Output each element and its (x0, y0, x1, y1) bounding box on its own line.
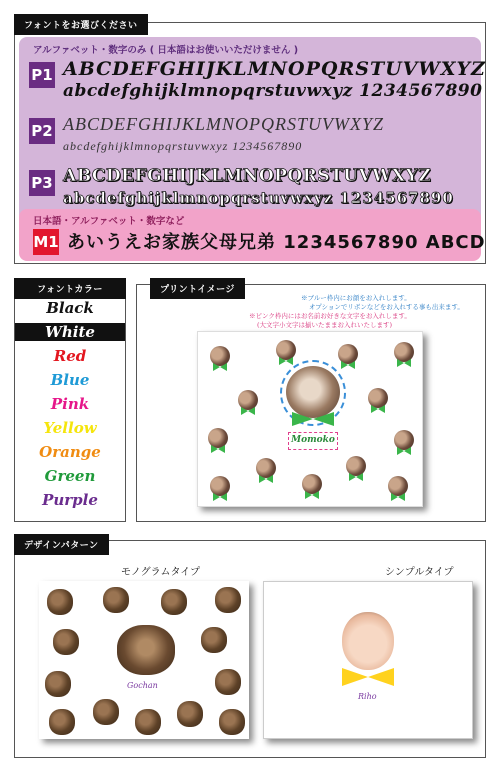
font-badge-p3: P3 (29, 170, 55, 196)
dog-face-image (45, 671, 71, 697)
note-pink-2: (大文字小文字は揃いたままお入れいたします) (257, 321, 393, 329)
font-color-pink[interactable]: Pink (50, 395, 90, 413)
simple-sample-name: Riho (358, 692, 377, 701)
simple-type-label: シンプルタイプ (385, 567, 454, 578)
dog-face-image (49, 709, 75, 735)
dog-face-image (201, 627, 227, 653)
dog-face-image (215, 587, 241, 613)
font-sample-lower: abcdefghijklmnopqrstuvwxyz 1234567890 (63, 139, 303, 153)
cat-face-image (208, 428, 228, 448)
cat-face-image (394, 430, 414, 450)
font-section-tab: フォントをお選びください (14, 14, 148, 35)
note-blue-2: オプションでリボンなどをお入れする事も出来ます。 (309, 303, 464, 311)
font-selection-panel (14, 22, 486, 264)
cat-face-image (210, 346, 230, 366)
font-sample-upper: ABCDEFGHIJKLMNOPQRSTUVWXYZ (63, 114, 384, 134)
dog-face-image (161, 589, 187, 615)
cat-face-image (302, 474, 322, 494)
japanese-fonts-header: 日本語・アルファベット・数字など (33, 216, 185, 227)
cat-face-image (338, 344, 358, 364)
cat-face-image (210, 476, 230, 496)
cat-face-image (346, 456, 366, 476)
baby-face-image (342, 612, 394, 670)
dog-face-image (135, 709, 161, 735)
cat-face-image (238, 390, 258, 410)
design-pattern-tab: デザインパターン (14, 534, 109, 555)
cat-face-image (256, 458, 276, 478)
dog-face-image (103, 587, 129, 613)
japanese-fonts-box (19, 209, 486, 261)
cat-face-image (394, 342, 414, 362)
font-color-orange[interactable]: Orange (39, 443, 101, 461)
font-color-tab: フォントカラー (14, 278, 126, 299)
monogram-sample-name: Gochan (127, 681, 158, 690)
font-badge-p2: P2 (29, 118, 55, 144)
font-option-p1[interactable] (29, 58, 486, 107)
font-sample-upper: ABCDEFGHIJKLMNOPQRSTUVWXYZ (63, 166, 432, 186)
cat-face-image (368, 388, 388, 408)
cat-face-image (276, 340, 296, 360)
dog-face-image (219, 709, 245, 735)
dog-face-image (47, 589, 73, 615)
design-pattern-panel (14, 540, 486, 758)
font-color-yellow[interactable]: Yellow (43, 419, 97, 437)
font-badge-m1: M1 (33, 229, 59, 255)
font-sample-upper: ABCDEFGHIJKLMNOPQRSTUVWXYZ (63, 58, 486, 80)
font-color-red[interactable]: Red (53, 347, 87, 365)
print-image-tab: プリントイメージ (150, 278, 245, 299)
font-color-green[interactable]: Green (44, 467, 96, 485)
note-pink-1: ※ピンク枠内にはお名前お好きな文字をお入れします。 (249, 312, 411, 320)
font-color-blue[interactable]: Blue (50, 371, 90, 389)
cat-face-image (388, 476, 408, 496)
dog-face-image (53, 629, 79, 655)
font-color-panel (14, 284, 126, 522)
simple-design-card[interactable] (263, 581, 473, 739)
font-option-p2[interactable] (29, 115, 469, 163)
font-color-purple[interactable]: Purple (42, 491, 98, 509)
dog-face-image (177, 701, 203, 727)
font-option-p3[interactable] (29, 167, 469, 215)
font-sample-lower: abcdefghijklmnopqrstuvwxyz 1234567890 (63, 81, 483, 101)
font-sample-lower: abcdefghijklmnopqrstuvwxyz 1234567890 (63, 189, 454, 207)
print-image-panel (136, 284, 486, 522)
dog-face-image (93, 699, 119, 725)
dog-face-image (215, 669, 241, 695)
note-blue-1: ※ブルー枠内にお顔をお入れします。 (301, 294, 411, 302)
monogram-design-card[interactable] (39, 581, 249, 739)
alphabet-fonts-box (19, 37, 486, 229)
alphabet-fonts-header: アルファベット・数字のみ ( 日本語はお使いいただけません ) (33, 45, 299, 56)
yellow-bow-icon (342, 668, 394, 686)
print-preview-card (197, 331, 423, 507)
monogram-type-label: モノグラムタイプ (121, 567, 200, 578)
main-dog-face-image (117, 625, 175, 675)
font-color-white[interactable]: White (15, 323, 125, 341)
name-frame-pink: Momoko (288, 432, 338, 450)
font-badge-p1: P1 (29, 62, 55, 88)
font-color-black[interactable]: Black (46, 299, 94, 317)
main-cat-face-image (286, 366, 340, 418)
font-sample-japanese: あいうえお家族父母兄弟 1234567890 ABCD (67, 232, 486, 253)
